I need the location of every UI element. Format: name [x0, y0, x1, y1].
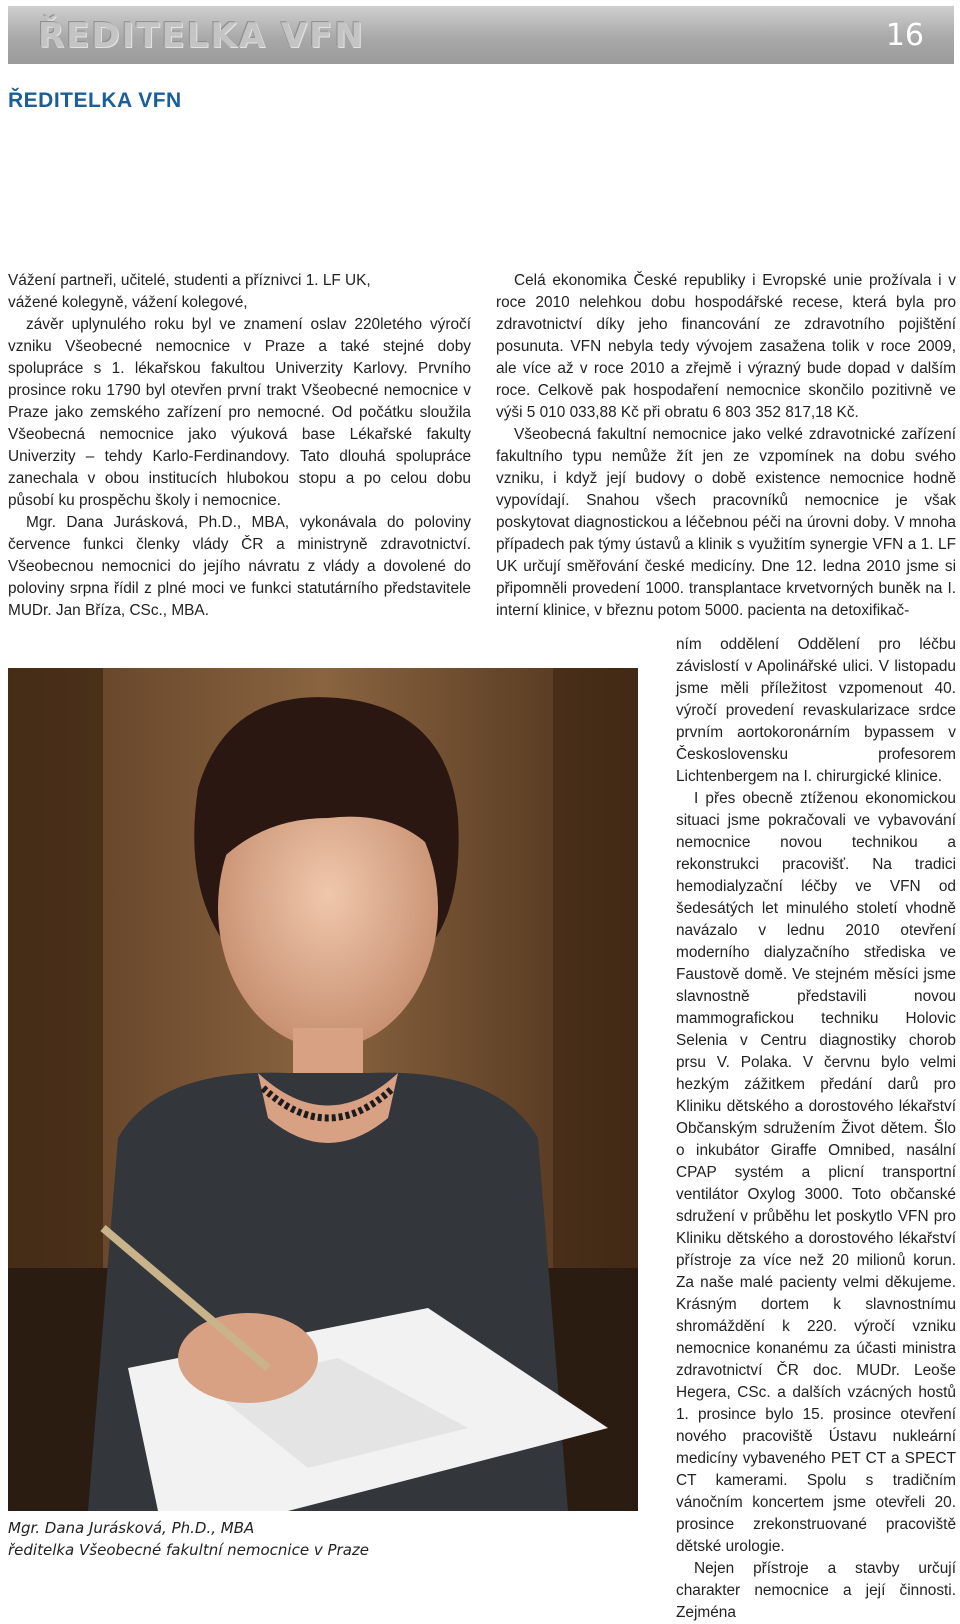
caption-role: ředitelka Všeobecné fakultní nemocnice v Praze: [8, 1541, 369, 1559]
paragraph: Nejen přístroje a stavby určují charakter nemocnice a její činnosti. Zejména: [676, 1560, 956, 1621]
page-title: ŘEDITELKA VFN: [8, 89, 182, 112]
paragraph: Celá ekonomika České republiky i Evropské unie prožívala i v roce 2010 nelehkou dobu hospodářské recese, která byla pro zdravotnictví díky jeho financování ze zdravotního pojištění posunuta. VFN nebyla tedy vývojem zasažena tolik v roce 2009, ale více až v roce 2010 a zřejmě i výrazný bude dopad v dalším roce. Celkově pak hospodaření nemocnice skončilo pozitivně ve výši 5 010 033,88 Kč při obratu 6 803 352 817,18 Kč.: [496, 272, 956, 421]
paragraph: závěr uplynulého roku byl ve znamení oslav 220letého výročí vzniku Všeobecné nemocnice v Praze a také stejné doby spolupráce s 1. lékařskou fakultou Univerzity Karlovy. Prvního prosince roku 1790 byl otevřen první trakt Všeobecné nemocnice v Praze jako zemského zařízení pro nemocné. Od počátku sloužila Všeobecná nemocnice jako výuková base Lékařské fakulty Univerzity – tehdy Karlo-Ferdinandovy. Tato dlouhá spolupráce zanechala v obou institucích hlubokou stopu a po celou dobu působí ku prospěchu školy i nemocnice.: [8, 316, 471, 509]
paragraph: Všeobecná fakultní nemocnice jako velké zdravotnické zařízení fakultního typu nemůže žít jen ze vzpomínek na dobu svého vzniku, i když její budovy o době existence nemocnice hodně vypovídají. Snahou všech pracovníků nemocnice je však poskytovat diagnostickou a léčebnou péči na úrovni doby. V mnoha případech pak týmy ústavů a klinik s využitím synergie VFN a 1. LF UK určují směřování české medicíny. Dne 12. ledna 2010 jsme si připomněli provedení 1000. transplantace krvetvorných buněk na I. interní klinice, v březnu potom 5000. pacienta na detoxifikač-: [496, 426, 956, 619]
header-band: [8, 6, 954, 64]
page-number: 16: [885, 18, 924, 53]
right-column-top: [496, 270, 956, 622]
paragraph: ním oddělení Oddělení pro léčbu závislostí v Apolinářské ulici. V listopadu jsme měli příležitost vzpomenout 40. výročí provedení revaskularizace srdce prvním aortokoronárním bypassem v Československu profesorem Lichtenbergem na I. chirurgické klinice.: [676, 636, 956, 785]
salutation-line-2: vážené kolegyně, vážení kolegové,: [8, 294, 248, 311]
caption-name: Mgr. Dana Jurásková, Ph.D., MBA: [8, 1519, 255, 1537]
paragraph: I přes obecně ztíženou ekonomickou situaci jsme pokračovali ve vybavování nemocnice novou technikou a rekonstrukci pracovišť. Na tradici hemodialyzační léčby ve VFN od šedesátých let minulého století vhodně navázalo v lednu 2010 otevření moderního dialyzačního střediska ve Faustově domě. Ve stejném měsíci jsme slavnostně představili novou mammografickou techniku Holovic Selenia v Centru diagnostiky chorob prsu V. Polaka. V červnu bylo velmi hezkým zážitkem předání darů pro Kliniku dětského a dorostového lékařství Občanským sdružením Život dětem. Šlo o inkubátor Giraffe Omnibed, nasální CPAP systém a plicní transportní ventilátor Oxylog 3000. Toto občanské sdružení v průběhu let poskytlo VFN pro Kliniku dětského a dorostového lékařství přístroje za více než 20 milionů korun. Za naše malé pacienty velmi děkujeme. Krásným dortem k slavnostnímu shromáždění k 220. výročí vzniku nemocnice konanému za účasti ministra zdravotnictví ČR doc. MUDr. Leoše Hegera, CSc. a dalších vzácných hostů 1. prosince bylo 15. prosince otevření nového pracoviště Ústavu nukleární medicíny vybaveného PET CT a SPECT CT kamerami. Spolu s tradičním vánočním koncertem jsme otevřeli 20. prosince zrekonstruované pracoviště dětské urologie.: [676, 790, 956, 1555]
left-column: [8, 270, 471, 622]
salutation-line-1: Vážení partneři, učitelé, studenti a příznivci 1. LF UK,: [8, 272, 371, 289]
photo-caption: [8, 1517, 369, 1561]
portrait-illustration: [8, 668, 638, 1511]
portrait-photo: [8, 668, 638, 1511]
right-column-narrow: [676, 634, 956, 1624]
header-watermark: ŘEDITELKA VFN: [38, 16, 365, 56]
paragraph: Mgr. Dana Jurásková, Ph.D., MBA, vykonávala do poloviny července funkci členky vlády ČR a ministryně zdravotnictví. Všeobecnou nemocnici do jejího návratu z vlády a dovolené do poloviny srpna řídil z plné moci ve funkci statutárního představitele MUDr. Jan Bříza, CSc., MBA.: [8, 514, 471, 619]
